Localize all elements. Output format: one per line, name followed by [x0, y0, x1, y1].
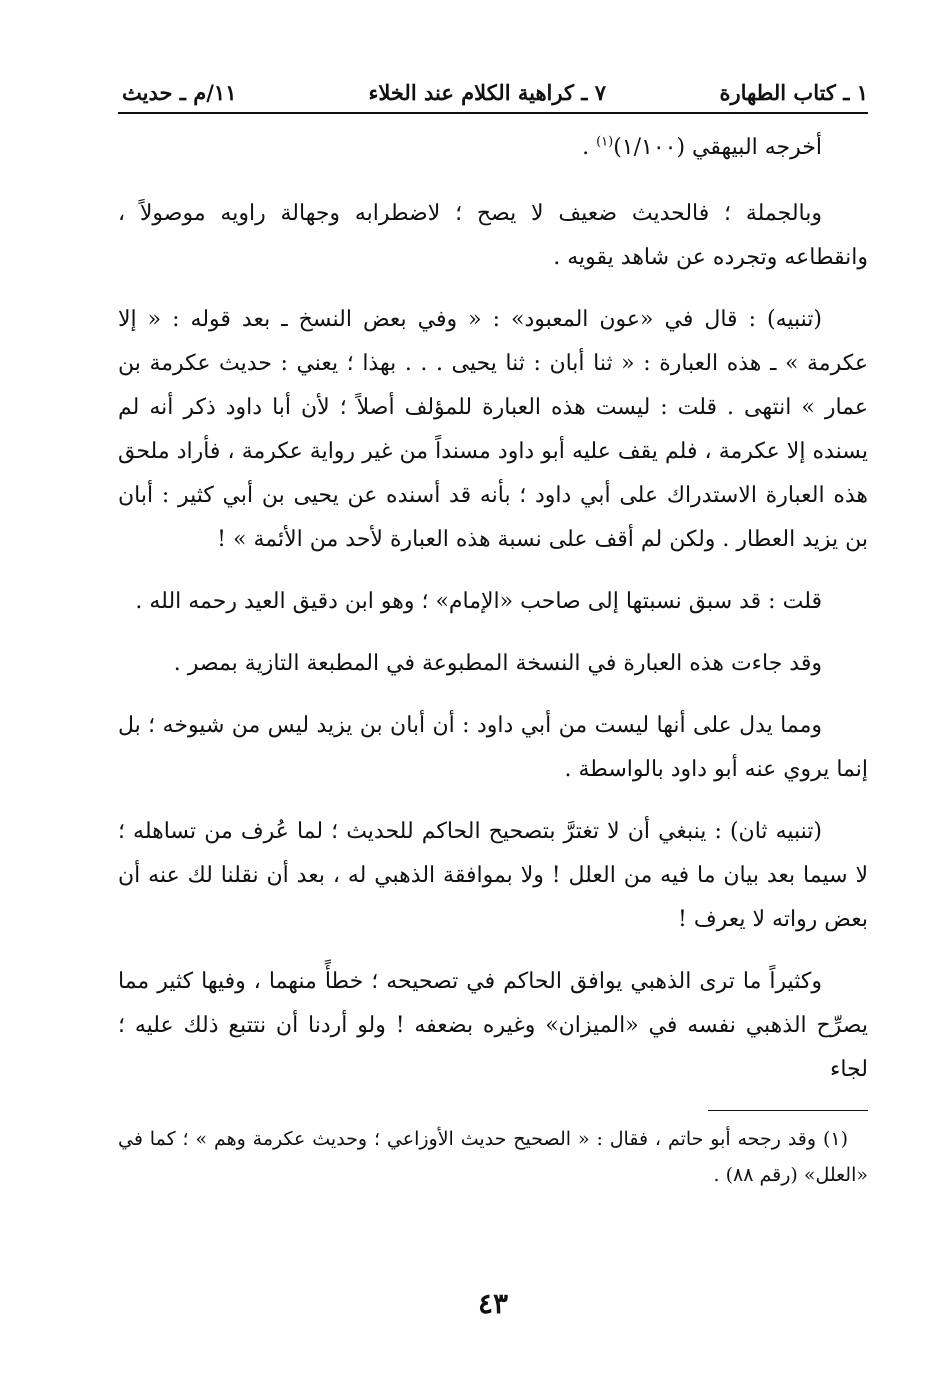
footnotes	[118, 1121, 868, 1193]
book-page	[118, 72, 868, 1362]
paragraph-2: وبالجملة ؛ فالحديث ضعيف لا يصح ؛ لاضطرابه وجهالة راويه موصولاً ، وانقطاعه وتجرده عن شاهد يقويه .	[118, 201, 868, 270]
paragraph-6: ومما يدل على أنها ليست من أبي داود : أن أبان بن يزيد ليس من شيوخه ؛ بل إنما يروي عنه أبو داود بالواسطة .	[118, 713, 868, 782]
paragraph-1-end: .	[582, 135, 597, 160]
header-chapter-title: ٧ ـ كراهية الكلام عند الخلاء	[368, 80, 606, 105]
paragraph-8: وكثيراً ما ترى الذهبي يوافق الحاكم في تصحيحه ؛ خطأً منهما ، وفيها كثير مما يصرِّح الذهبي نفسه في «الميزان» وغيره بضعفه ! ولو أردنا أن نتتبع ذلك عليه ؛ لجاء	[118, 969, 868, 1082]
paragraph-3: (تنبيه) : قال في «عون المعبود» : « وفي بعض النسخ ـ بعد قوله : « إلا عكرمة » ـ هذه العبارة : « ثنا أبان : ثنا يحيى . . . بهذا ؛ يعني : حديث عكرمة بن عمار » انتهى . قلت : ليست هذه العبارة للمؤلف أصلاً ؛ لأن أبا داود ذكر أنه لم يسنده إلا عكرمة ، فلم يقف عليه أبو داود مسنداً من غير رواية عكرمة ، فأراد ملحق هذه العبارة الاستدراك على أبي داود ؛ بأنه قد أسنده عن يحيى بن أبي كثير : أبان بن يزيد العطار . ولكن لم أقف على نسبة هذه العبارة لأحد من الأئمة » !	[118, 307, 869, 552]
footnote-reference: (١)	[596, 134, 614, 150]
header-book-title: ١ ـ كتاب الطهارة	[719, 80, 868, 105]
paragraph-1	[118, 126, 868, 170]
paragraph-1-text: أخرجه البيهقي (١/١٠٠)	[613, 135, 822, 160]
footnote-1: (١) وقد رجحه أبو حاتم ، فقال : « الصحيح حديث الأوزاعي ؛ وحديث عكرمة وهم » ؛ كما في «العلل» (رقم ٨٨) .	[118, 1128, 868, 1186]
main-text	[118, 126, 868, 1092]
paragraph-4: قلت : قد سبق نسبتها إلى صاحب «الإمام» ؛ وهو ابن دقيق العيد رحمه الله .	[135, 589, 822, 614]
footnote-separator	[708, 1110, 868, 1111]
paragraph-7: (تنبيه ثان) : ينبغي أن لا تغترَّ بتصحيح الحاكم للحديث ؛ لما عُرف من تساهله ؛ لا سيما بعد بيان ما فيه من العلل ! ولا بموافقة الذهبي له ، بعد أن نقلنا لك عنه أن بعض رواته لا يعرف !	[118, 819, 868, 932]
running-header	[118, 72, 868, 114]
header-hadith-number: ١١/م ـ حديث	[122, 80, 237, 105]
page-number: ٤٣	[477, 1287, 509, 1320]
paragraph-5: وقد جاءت هذه العبارة في النسخة المطبوعة في المطبعة التازية بمصر .	[173, 651, 822, 676]
